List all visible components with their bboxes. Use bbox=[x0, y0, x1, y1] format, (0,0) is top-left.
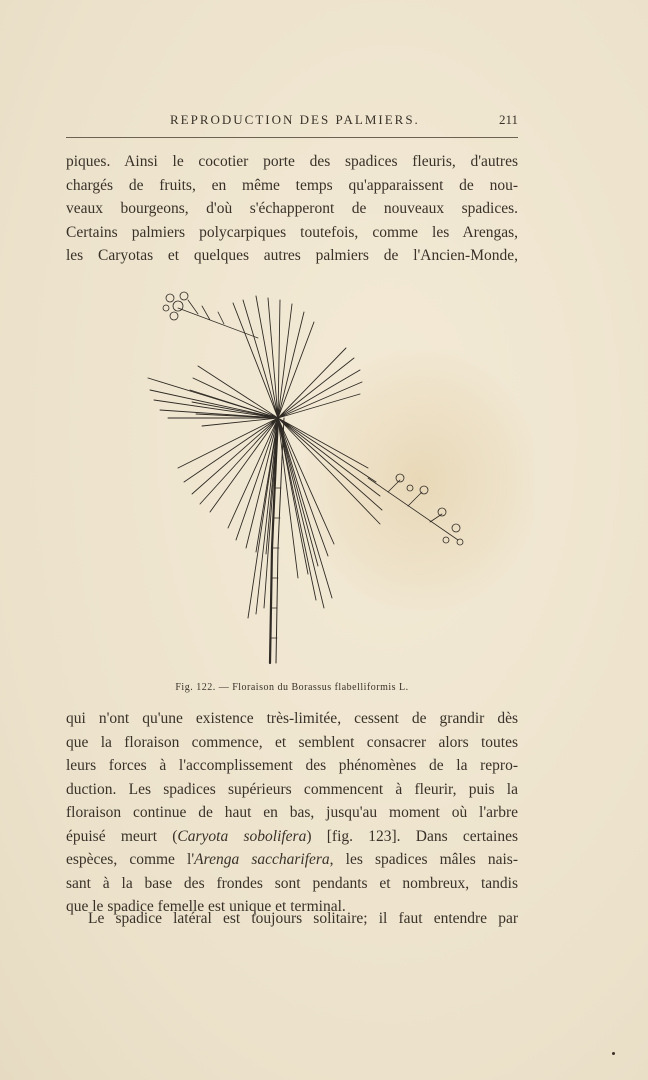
palm-illustration bbox=[138, 278, 478, 673]
text-line: les Caryotas et quelques autres palmiers de l'Ancien-Monde, bbox=[66, 247, 518, 264]
text-line: que la floraison commence, et semblent consacrer alors toutes bbox=[66, 733, 518, 751]
paragraph-top bbox=[66, 150, 518, 268]
page-number: 211 bbox=[498, 112, 518, 127]
text-line: duction. Les spadices supérieurs commencent à fleurir, puis la bbox=[66, 780, 518, 798]
text-segment: espèces, comme l' bbox=[66, 851, 195, 868]
species-name: Caryota sobolifera bbox=[177, 827, 307, 845]
text-line: chargés de fruits, en même temps qu'apparaissent de nou- bbox=[66, 176, 518, 194]
species-name: Arenga saccharifera bbox=[194, 851, 330, 868]
text-line: que le spadice femelle est unique et terminal. bbox=[66, 898, 346, 915]
text-line: Certains palmiers polycarpiques toutefois, comme les Arengas, bbox=[66, 223, 518, 241]
text-segment: , les spadices mâles nais- bbox=[329, 851, 518, 868]
text-line: sant à la base des frondes sont pendants et nombreux, tandis bbox=[66, 874, 518, 892]
paragraph-bottom bbox=[66, 907, 518, 931]
figure-caption: Fig. 122. — Floraison du Borassus flabelliformis L. bbox=[175, 682, 409, 693]
text-segment: épuisé meurt ( bbox=[66, 827, 178, 845]
text-line: qui n'ont qu'une existence très-limitée, cessent de grandir dès bbox=[66, 710, 518, 727]
header-rule bbox=[66, 137, 518, 138]
text-segment: ) [fig. 123]. Dans certaines bbox=[306, 827, 518, 845]
text-line bbox=[66, 825, 518, 849]
text-line: floraison continue de haut en bas, jusqu'au moment où l'arbre bbox=[66, 804, 518, 821]
page-header bbox=[66, 112, 518, 130]
text-line: veaux bourgeons, d'où s'échapperont de nouveaux spadices. bbox=[66, 200, 518, 217]
text-line: Le spadice latéral est toujours solitaire; il faut entendre par bbox=[88, 910, 518, 927]
text-line bbox=[66, 848, 518, 872]
paragraph-middle bbox=[66, 707, 518, 919]
ink-speck bbox=[612, 1052, 615, 1055]
text-line: piques. Ainsi le cocotier porte des spadices fleuris, d'autres bbox=[66, 153, 518, 170]
text-line: leurs forces à l'accomplissement des phénomènes de la repro- bbox=[66, 757, 518, 774]
running-title: REPRODUCTION DES PALMIERS. bbox=[170, 112, 420, 127]
